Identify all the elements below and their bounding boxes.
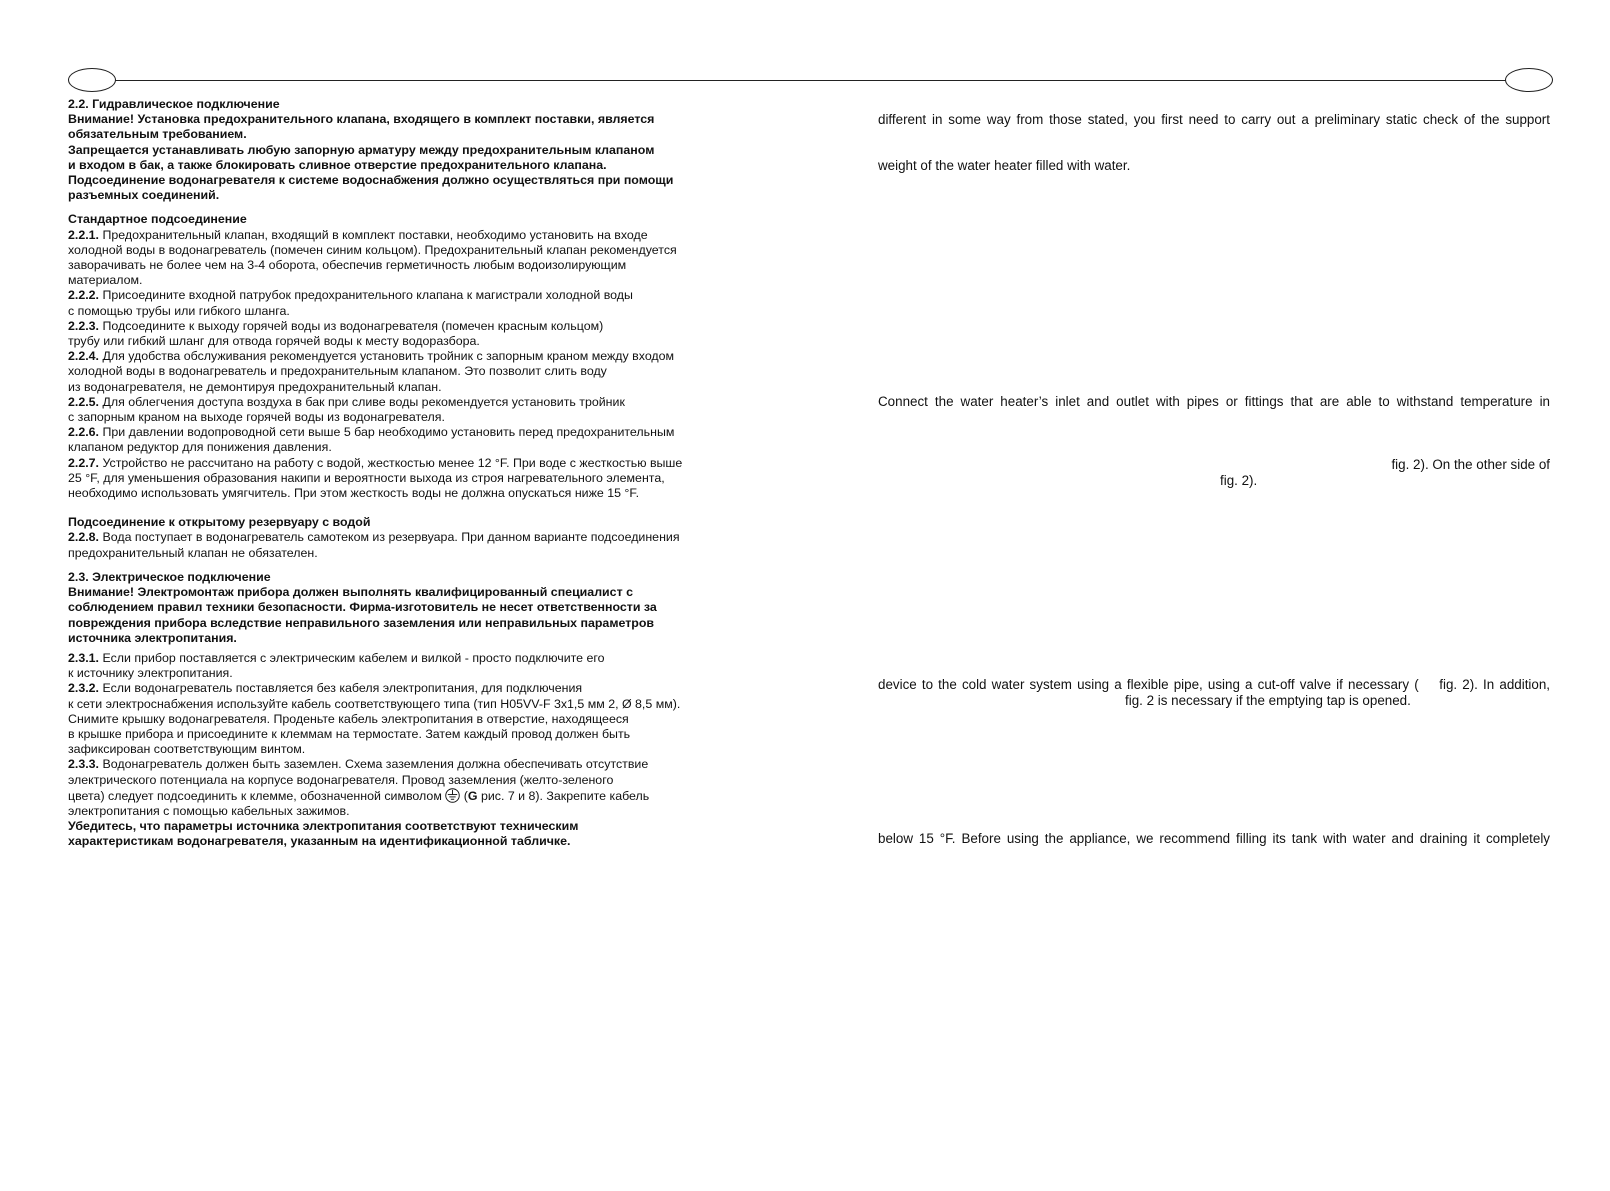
warning-line: соблюдением правил техники безопасности. Фирма-изготовитель не несет ответственности за: [68, 600, 657, 615]
english-line: fig. 2 is necessary if the emptying tap is opened.: [1125, 693, 1411, 708]
english-line: fig. 2).: [1220, 473, 1258, 488]
paragraph-text: электрического потенциала на корпусе водонагревателя. Провод заземления (желто-зеленого: [68, 772, 614, 787]
paragraph-text: Для удобства обслуживания рекомендуется установить тройник с запорным краном между входом: [99, 349, 675, 364]
paragraph-2-2-4: [68, 349, 748, 364]
paragraph-number: 2.2.1.: [68, 227, 100, 242]
paragraph-text: цвета) следует подсоединить к клемме, обозначенной символом: [68, 788, 446, 803]
paragraph-text: Снимите крышку водонагревателя. Проденьте кабель электропитания в отверстие, находящееся: [68, 711, 629, 726]
paragraph-text: Предохранительный клапан, входящий в комплект поставки, необходимо установить на входе: [99, 227, 648, 242]
english-line: fig. 2). On the other side of: [1391, 457, 1550, 472]
paragraph-text: из водонагревателя, не демонтируя предохранительный клапан.: [68, 379, 442, 394]
figure-letter: G: [467, 788, 478, 803]
paragraph-text: холодной воды в водонагреватель (помечен синим кольцом). Предохранительный клапан рекомендуется: [68, 242, 677, 257]
paragraph-number: 2.2.5.: [68, 394, 100, 409]
paragraph-text: Подсоедините к выходу горячей воды из водонагревателя (помечен красным кольцом): [99, 318, 604, 333]
english-line: below 15 °F. Before using the appliance, we recommend filling its tank with water and draining it completely: [878, 831, 1550, 846]
paragraph-2-2-5: [68, 395, 748, 410]
paragraph-text: рис. 7 и 8). Закрепите кабель: [477, 788, 650, 803]
paragraph-number: 2.3.3.: [68, 757, 100, 772]
paragraph-number: 2.2.2.: [68, 288, 100, 303]
warning-line: Запрещается устанавливать любую запорную арматуру между предохранительным клапаном: [68, 142, 655, 157]
paragraph-2-3-1: [68, 651, 748, 666]
left-page-number-oval: [68, 68, 116, 92]
paragraph-text: с запорным краном на выходе горячей воды из водонагревателя.: [68, 410, 445, 425]
paragraph-number: 2.2.4.: [68, 349, 100, 364]
warning-line: обязательным требованием.: [68, 127, 247, 142]
paragraph-number: 2.3.1.: [68, 650, 100, 665]
russian-column: [68, 97, 748, 850]
paragraph-text: заворачивать не более чем на 3-4 оборота, обеспечив герметичность любым водоизолирующим: [68, 258, 627, 273]
paragraph-2-2-1: [68, 228, 748, 243]
paragraph-text: с помощью трубы или гибкого шланга.: [68, 303, 290, 318]
paragraph-text: При давлении водопроводной сети выше 5 бар необходимо установить перед предохранительным: [99, 425, 675, 440]
standard-connection-title: Стандартное подсоединение: [68, 212, 247, 227]
final-warning-line: характеристикам водонагревателя, указанным на идентификационной табличке.: [68, 834, 571, 849]
paragraph-text: Водонагреватель должен быть заземлен. Схема заземления должна обеспечивать отсутствие: [99, 757, 649, 772]
paragraph-2-3-3: [68, 757, 748, 772]
paragraph-text: к сети электроснабжения используйте кабель соответствующего типа (тип H05VV-F 3x1,5 мм 2, Ø 8,5 мм).: [68, 696, 681, 711]
paragraph-text: (: [460, 788, 468, 803]
paragraph-number: 2.2.6.: [68, 425, 100, 440]
warning-line: повреждения прибора вследствие неправильного заземления или неправильных параметров: [68, 615, 655, 630]
paragraph-text: необходимо использовать умягчитель. При этом жесткость воды не должна опускаться ниже 15 °F.: [68, 486, 640, 501]
section-2-2-title: 2.2. Гидравлическое подключение: [68, 97, 280, 111]
paragraph-number: 2.2.8.: [68, 530, 100, 545]
open-tank-title: Подсоединение к открытому резервуару с водой: [68, 515, 371, 530]
warning-line: Внимание! Установка предохранительного клапана, входящего в комплект поставки, является: [68, 112, 655, 127]
warning-line: источника электропитания.: [68, 630, 237, 645]
paragraph-text: к источнику электропитания.: [68, 666, 233, 681]
paragraph-text: клапаном редуктор для понижения давления.: [68, 440, 332, 455]
paragraph-text: Если прибор поставляется с электрическим кабелем и вилкой - просто подключите его: [99, 650, 605, 665]
paragraph-text: предохранительный клапан не обязателен.: [68, 545, 318, 560]
paragraph-text: зафиксирован соответствующим винтом.: [68, 742, 306, 757]
section-2-3-title: 2.3. Электрическое подключение: [68, 569, 271, 584]
paragraph-text: Вода поступает в водонагреватель самотеком из резервуара. При данном варианте подсоединения: [99, 530, 680, 545]
paragraph-text: холодной воды в водонагреватель и предохранительным клапаном. Это позволит слить воду: [68, 364, 607, 379]
english-line: device to the cold water system using a flexible pipe, using a cut-off valve if necessary ( fig. 2). In addition,: [878, 677, 1550, 692]
english-line: weight of the water heater filled with water.: [878, 158, 1131, 173]
warning-line: разъемных соединений.: [68, 188, 220, 203]
warning-line: Подсоединение водонагревателя к системе водоснабжения должно осуществляться при помощи: [68, 173, 674, 188]
right-page-number-oval: [1505, 68, 1553, 92]
paragraph-text: Присоедините входной патрубок предохранительного клапана к магистрали холодной воды: [99, 288, 633, 303]
paragraph-2-2-3: [68, 319, 748, 334]
paragraph-2-2-8: [68, 530, 748, 545]
english-line: Connect the water heater’s inlet and outlet with pipes or fittings that are able to withstand temperature in: [878, 394, 1550, 409]
paragraph-number: 2.2.3.: [68, 318, 100, 333]
paragraph-text: материалом.: [68, 273, 143, 288]
warning-line: Внимание! Электромонтаж прибора должен выполнять квалифицированный специалист с: [68, 585, 633, 600]
paragraph-text: 25 °F, для уменьшения образования накипи и вероятности выхода из строя нагревательного элемента,: [68, 470, 665, 485]
paragraph-text-with-symbol: [68, 788, 748, 804]
paragraph-text: электропитания с помощью кабельных зажимов.: [68, 803, 350, 818]
paragraph-text: Если водонагреватель поставляется без кабеля электропитания, для подключения: [99, 681, 583, 696]
paragraph-2-3-2: [68, 681, 748, 696]
paragraph-text: трубу или гибкий шланг для отвода горячей воды к месту водоразбора.: [68, 334, 480, 349]
paragraph-text: в крышке прибора и присоедините к клеммам на термостате. Затем каждый провод должен быть: [68, 726, 631, 741]
paragraph-2-2-7: [68, 456, 748, 471]
paragraph-number: 2.3.2.: [68, 681, 100, 696]
paragraph-2-2-2: [68, 288, 748, 303]
final-warning-line: Убедитесь, что параметры источника электропитания соответствуют техническим: [68, 819, 579, 834]
english-line: different in some way from those stated, you first need to carry out a preliminary static check of the support: [878, 112, 1550, 127]
paragraph-text: Устройство не рассчитано на работу с водой, жесткостью менее 12 °F. При воде с жесткостью выше: [99, 455, 683, 470]
paragraph-2-2-6: [68, 425, 748, 440]
paragraph-number: 2.2.7.: [68, 455, 100, 470]
warning-line: и входом в бак, а также блокировать сливное отверстие предохранительного клапана.: [68, 157, 607, 172]
ground-symbol-icon: [445, 788, 460, 803]
header-rule: [90, 80, 1525, 81]
paragraph-text: Для облегчения доступа воздуха в бак при сливе воды рекомендуется установить тройник: [99, 394, 625, 409]
